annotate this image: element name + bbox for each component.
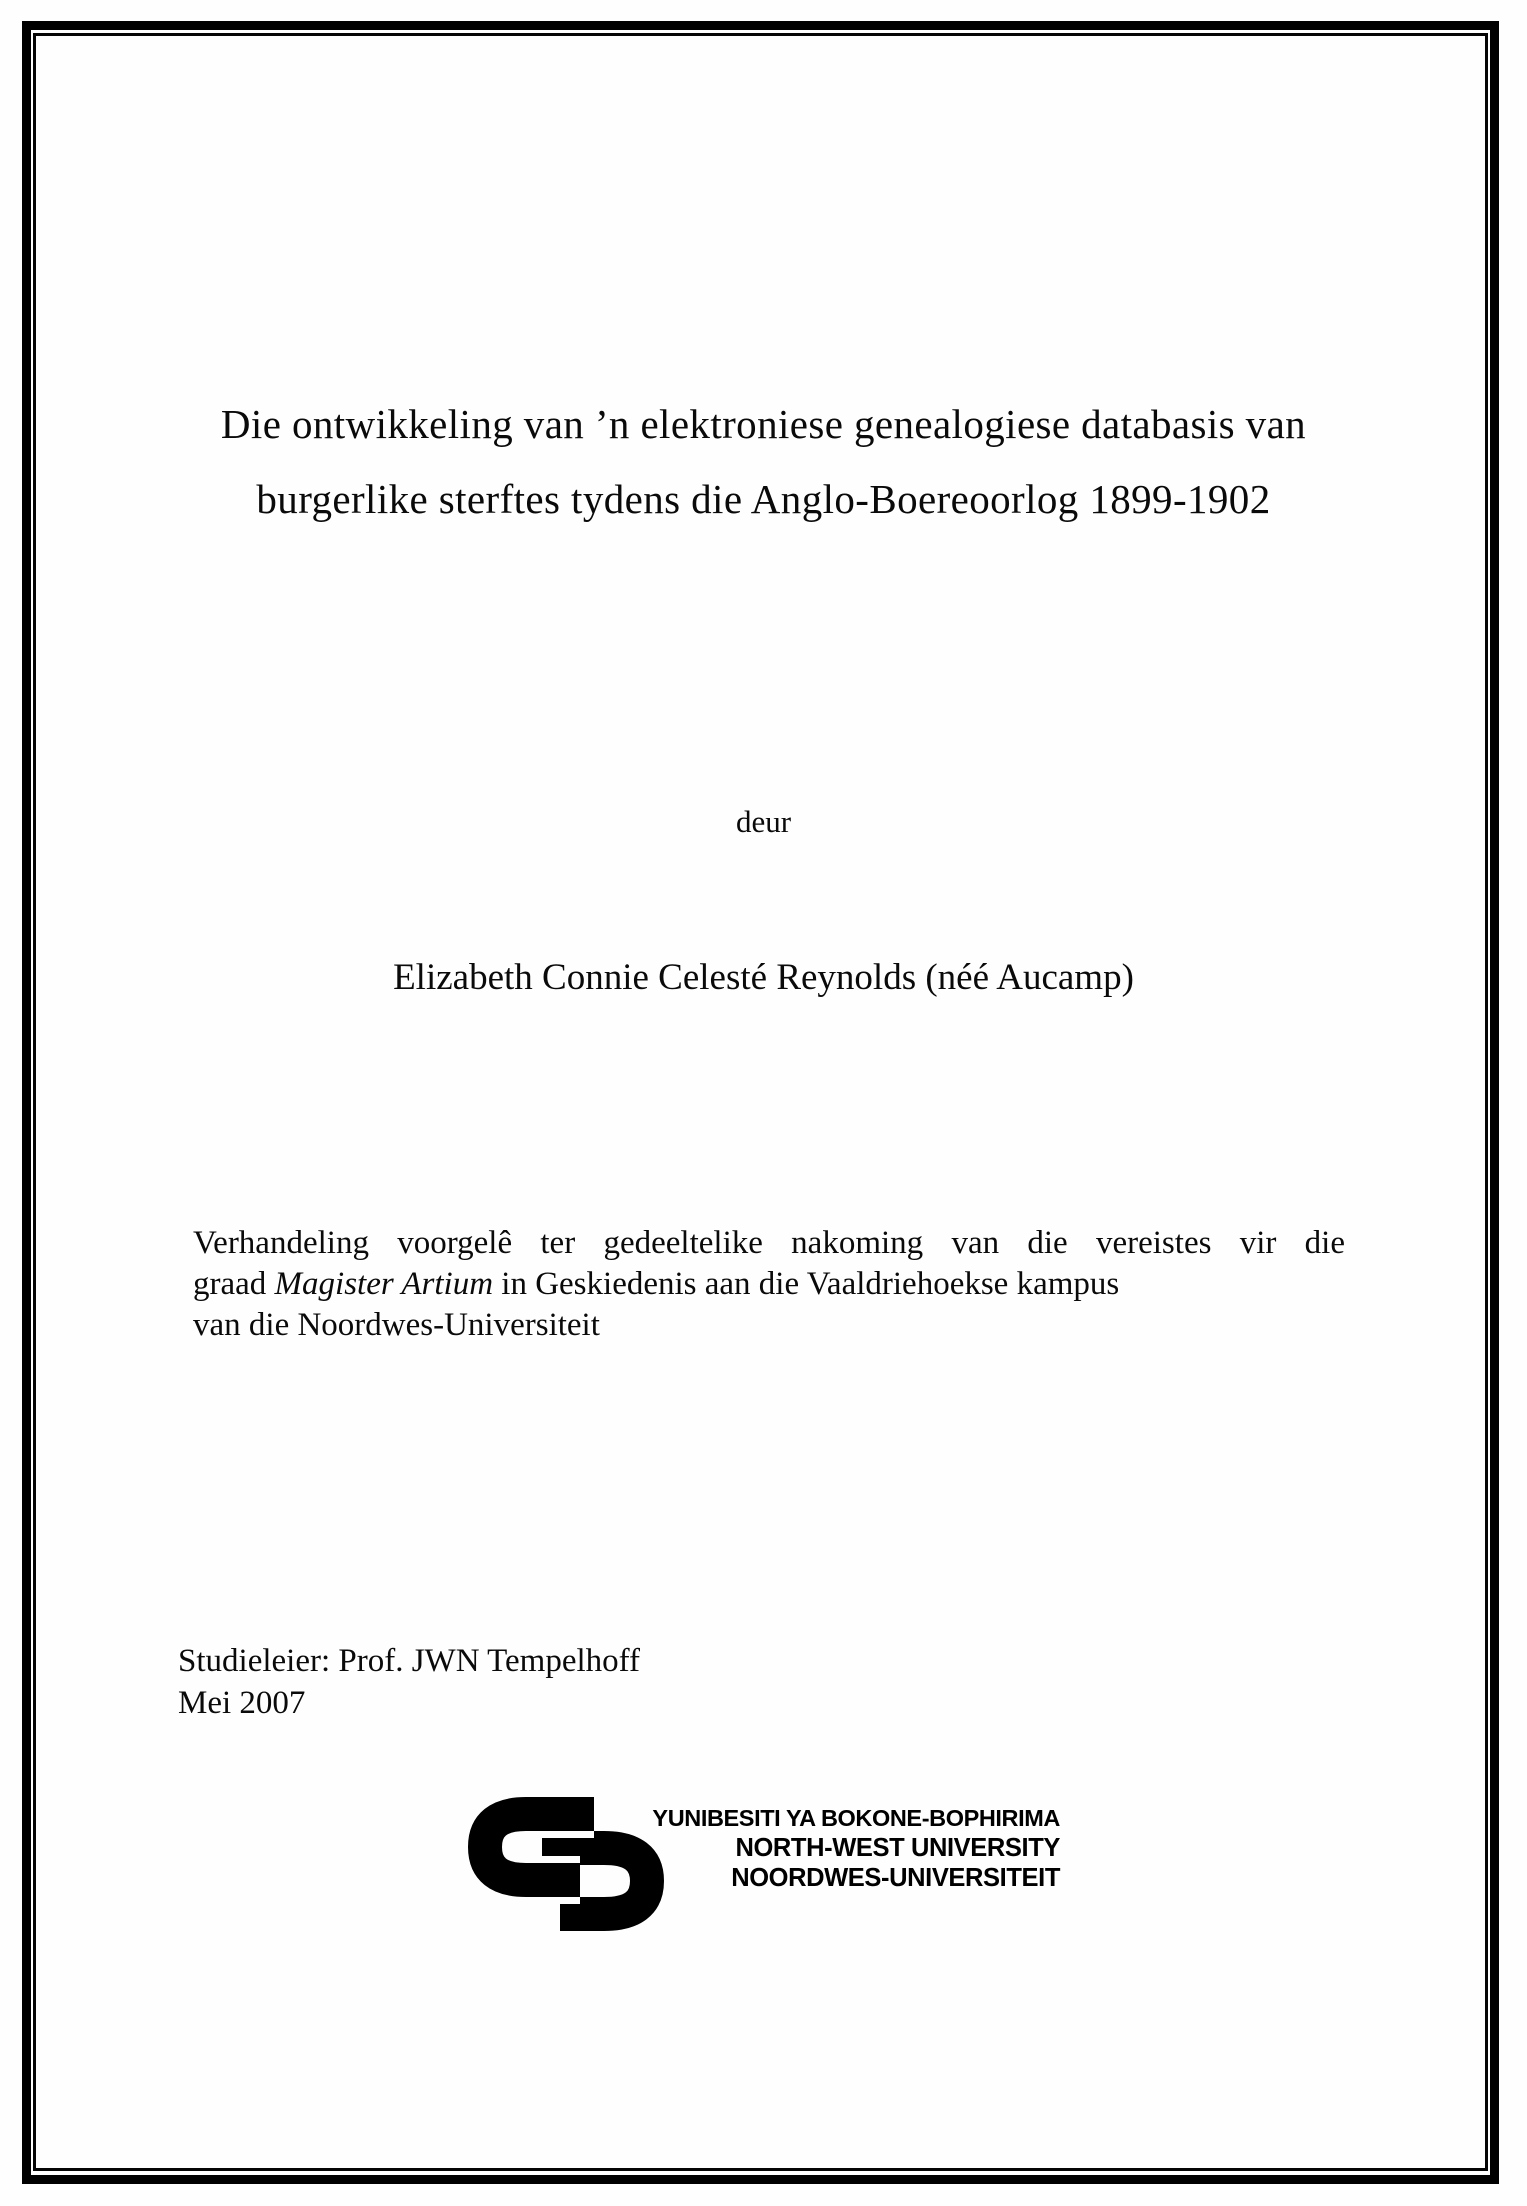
degree-statement-line2-pre: graad	[193, 1266, 275, 1302]
degree-statement-line2	[193, 1264, 1345, 1305]
author-name: Elizabeth Connie Celesté Reynolds (néé Aucamp)	[393, 957, 1134, 998]
byline: deur	[735, 804, 792, 839]
date-line: Mei 2007	[178, 1685, 306, 1721]
degree-statement	[193, 1223, 1345, 1346]
supervisor-line: Studieleier: Prof. JWN Tempelhoff	[178, 1643, 641, 1679]
thesis-title-line1: Die ontwikkeling van ’n elektroniese genealogiese databasis van	[220, 401, 1307, 447]
thesis-title	[60, 387, 1467, 537]
logo-line-afrikaans: NOORDWES-UNIVERSITEIT	[731, 1864, 1060, 1892]
thesis-title-line2: burgerlike sterftes tydens die Anglo-Boereoorlog 1899-1902	[256, 476, 1271, 522]
degree-title-italic: Magister Artium	[274, 1266, 494, 1302]
degree-statement-line2-post: in Geskiedenis aan die Vaaldriehoekse kampus	[493, 1266, 1120, 1302]
university-logo-wordmark	[590, 1803, 1060, 1893]
supervisor-block	[178, 1640, 640, 1724]
logo-line-setswana: YUNIBESITI YA BOKONE-BOPHIRIMA	[652, 1805, 1060, 1831]
degree-statement-line3: van die Noordwes-Universiteit	[193, 1307, 600, 1343]
degree-statement-line1: Verhandeling voorgelê ter gedeeltelike nakoming van die vereistes vir die	[193, 1225, 1345, 1261]
logo-line-english: NORTH-WEST UNIVERSITY	[735, 1834, 1060, 1862]
